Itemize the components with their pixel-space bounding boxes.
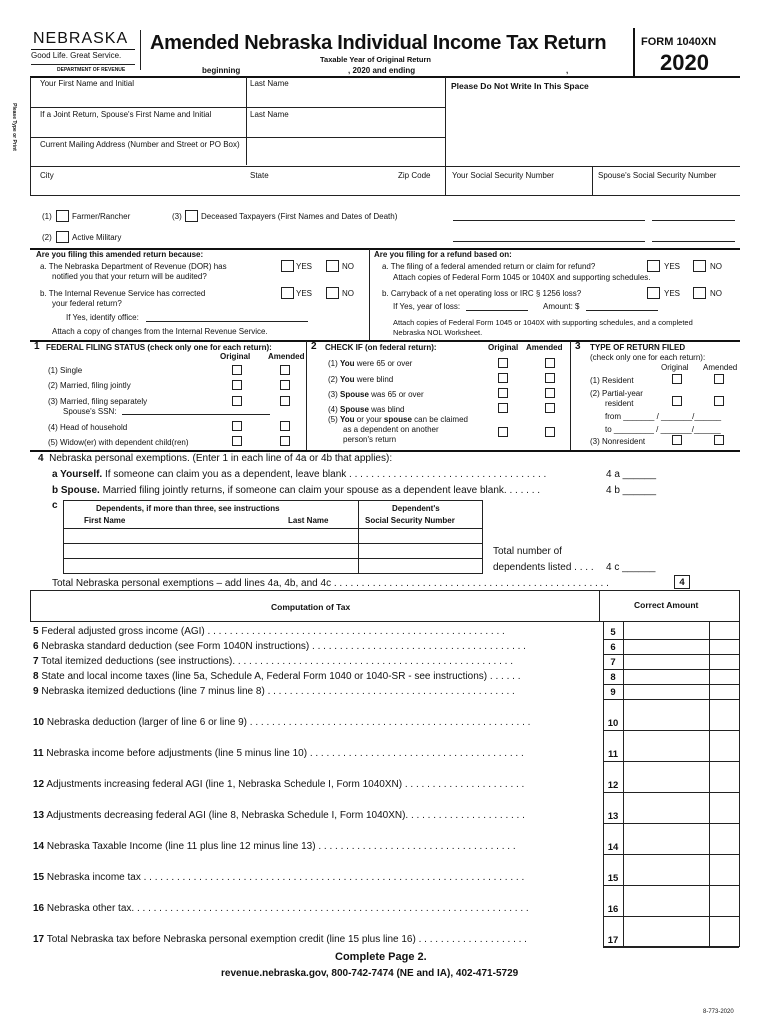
line-box-label-12: 12 (607, 780, 619, 791)
line-box-label-13: 13 (607, 811, 619, 822)
last-name-input[interactable] (250, 90, 444, 106)
farmer-checkbox[interactable] (56, 210, 69, 222)
widow-amended-checkbox[interactable] (280, 436, 290, 446)
you-blind-amended-checkbox[interactable] (545, 373, 555, 383)
line-description: Adjustments decreasing federal AGI (line 8, Nebraska Schedule I, Form 1040XN). . . . . . . . . . . . . . . . . . . . . . (46, 810, 525, 821)
check-if-heading: CHECK IF (on federal return): (325, 343, 437, 352)
computation-header: Computation of Tax Correct Amount (30, 590, 740, 622)
filing-status-heading: FEDERAL FILING STATUS (check only one for each return): (46, 343, 272, 352)
amend-b-no-checkbox[interactable] (326, 287, 339, 299)
refund-b-yes-checkbox[interactable] (647, 287, 660, 299)
nonresident-amended-checkbox[interactable] (714, 435, 724, 445)
line-description: Nebraska income before adjustments (line 5 minus line 10) . . . . . . . . . . . . . . . . . . . . . . . . . . . . . . . . . . . . . . . (46, 748, 524, 759)
hoh-original-checkbox[interactable] (232, 421, 242, 431)
line-number: 8 (33, 671, 39, 682)
logo-wordmark: NEBRASKA (33, 30, 129, 47)
widow-original-checkbox[interactable] (232, 436, 242, 446)
line-box-label-16: 16 (607, 904, 619, 915)
mfj-original-checkbox[interactable] (232, 380, 242, 390)
line-description: Nebraska income tax . . . . . . . . . . . . . . . . . . . . . . . . . . . . . . . . . . . . . . . . . . . . . . . . . . . . . . . . . . . . . . . . . . . . . (46, 872, 525, 883)
line-description: Adjustments increasing federal AGI (line 1, Nebraska Schedule I, Form 1040XN) . . . . . . . . . . . . . . . . . . . . . . (46, 779, 525, 790)
computation-line-11 (33, 748, 593, 760)
contact-info: revenue.nebraska.gov, 800-742-7474 (NE and IA), 402-471-5729 (221, 968, 519, 979)
line-box-label-8: 8 (610, 672, 616, 683)
ending-label: , 2020 and ending (348, 66, 416, 75)
refund-b-no-checkbox[interactable] (693, 287, 706, 299)
line-number: 16 (33, 903, 45, 914)
spouse-65-original-checkbox[interactable] (498, 388, 508, 398)
taxable-year-label: Taxable Year of Original Return (320, 55, 432, 64)
line-number: 15 (33, 872, 45, 883)
line-box-label-6: 6 (610, 642, 616, 653)
ssn-label: Your Social Security Number (452, 171, 554, 180)
line-description: State and local income taxes (line 5a, Schedule A, Federal Form 1040 or 1040-SR - see instructions) . . . . . . (41, 671, 521, 682)
partial-original-checkbox[interactable] (672, 396, 682, 406)
form-year: 2020 (660, 50, 709, 75)
line-4c-ref: 4 c ______ (606, 562, 656, 573)
line-number: 9 (33, 686, 39, 697)
amend-reason-heading: Are you filing this amended return because: (36, 250, 204, 259)
dependent-2-name-input[interactable] (66, 545, 358, 558)
spouse-last-name-label: Last Name (250, 110, 289, 119)
line-box-label-11: 11 (607, 749, 619, 760)
computation-line-17 (33, 934, 593, 946)
computation-line-10 (33, 717, 593, 729)
farmer-label: Farmer/Rancher (72, 212, 131, 221)
line-12-amount-input[interactable] (626, 779, 710, 793)
line-description: Total Nebraska tax before Nebraska personal exemption credit (line 15 plus line 16) . . . . . . . . . . . . . . . . . . . . (46, 934, 527, 945)
line-16-amount-input[interactable] (626, 903, 710, 917)
computation-line-15 (33, 872, 593, 884)
first-name-input[interactable] (36, 90, 245, 106)
beginning-label: beginning (202, 66, 241, 75)
line-number: 12 (33, 779, 45, 790)
dependent-amended-checkbox[interactable] (545, 427, 555, 437)
line-description: Nebraska deduction (larger of line 6 or line 9) . . . . . . . . . . . . . . . . . . . . . . . . . . . . . . . . . . . . . . . . . . . . . . . . . . . (46, 717, 531, 728)
line-box-label-10: 10 (607, 718, 619, 729)
line-17-amount-input[interactable] (626, 934, 710, 948)
single-amended-checkbox[interactable] (280, 365, 290, 375)
computation-line-6 (33, 641, 593, 653)
amend-a-yes-checkbox[interactable] (281, 260, 294, 272)
line-10-amount-input[interactable] (626, 717, 710, 731)
form-title: Amended Nebraska Individual Income Tax Return (150, 32, 607, 54)
computation-line-16 (33, 903, 593, 915)
dependent-original-checkbox[interactable] (498, 427, 508, 437)
mfs-amended-checkbox[interactable] (280, 396, 290, 406)
line-6-amount-input[interactable] (626, 641, 710, 655)
amend-b-yes-checkbox[interactable] (281, 287, 294, 299)
line-box-label-7: 7 (610, 657, 616, 668)
line-description: Nebraska itemized deductions (line 7 minus line 8) . . . . . . . . . . . . . . . . . . . . . . . . . . . . . . . . . . . . . . . . . . . . . (41, 686, 515, 697)
line-description: Federal adjusted gross income (AGI) . . . . . . . . . . . . . . . . . . . . . . . . . . . . . . . . . . . . . . . . . . . . . . . . . . . . . . (41, 626, 505, 637)
first-name-label: Your First Name and Initial (40, 79, 134, 88)
line-4-box: 4 (674, 575, 690, 589)
dependent-1-name-input[interactable] (66, 530, 358, 543)
line-box-label-17: 17 (607, 935, 619, 946)
line-number: 13 (33, 810, 45, 821)
line-description: Nebraska standard deduction (see Form 1040N instructions) . . . . . . . . . . . . . . . . . . . . . . . . . . . . . . . . . . . . . . . (41, 641, 526, 652)
form-id: FORM 1040XN (641, 36, 717, 48)
no-write-label: Please Do Not Write In This Space (451, 81, 589, 91)
spouse-65-amended-checkbox[interactable] (545, 388, 555, 398)
zip-label: Zip Code (398, 171, 431, 180)
line-9-amount-input[interactable] (626, 686, 710, 700)
line-number: 7 (33, 656, 39, 667)
computation-line-7 (33, 656, 593, 668)
last-name-label: Last Name (250, 79, 289, 88)
dependent-1-ssn-input[interactable] (362, 530, 482, 543)
line-number: 14 (33, 841, 45, 852)
you-blind-original-checkbox[interactable] (498, 373, 508, 383)
partial-amended-checkbox[interactable] (714, 396, 724, 406)
line-4a-ref: 4 a ______ (606, 469, 657, 480)
deceased-checkbox[interactable] (185, 210, 198, 222)
line-box-label-9: 9 (610, 687, 616, 698)
resident-amended-checkbox[interactable] (714, 374, 724, 384)
side-label: Please Type or Print (10, 103, 17, 151)
hoh-amended-checkbox[interactable] (280, 421, 290, 431)
line-description: Nebraska Taxable Income (line 11 plus line 12 minus line 13) . . . . . . . . . . . . . . . . . . . . . . . . . . . . . . . . . . . . (46, 841, 516, 852)
amend-a-no-checkbox[interactable] (326, 260, 339, 272)
state-label: State (250, 171, 269, 180)
spouse-name-label: If a Joint Return, Spouse's First Name and Initial (40, 110, 212, 119)
line-7-amount-input[interactable] (626, 656, 710, 670)
spouse-blind-amended-checkbox[interactable] (545, 403, 555, 413)
nonresident-original-checkbox[interactable] (672, 435, 682, 445)
line-5-amount-input[interactable] (626, 626, 710, 640)
resident-original-checkbox[interactable] (672, 374, 682, 384)
military-checkbox[interactable] (56, 231, 69, 243)
line-number: 5 (33, 626, 39, 637)
line-description: Nebraska other tax. . . . . . . . . . . . . . . . . . . . . . . . . . . . . . . . . . . . . . . . . . . . . . . . . . . . . . . . . . . . . . . . . . . . . . . . (46, 903, 529, 914)
computation-line-12 (33, 779, 593, 791)
logo-department: DEPARTMENT OF REVENUE (57, 67, 126, 73)
spouse-blind-original-checkbox[interactable] (498, 403, 508, 413)
mfj-amended-checkbox[interactable] (280, 380, 290, 390)
spouse-ssn-label: Spouse's Social Security Number (598, 171, 717, 180)
you-65-original-checkbox[interactable] (498, 358, 508, 368)
complete-page-2: Complete Page 2. (335, 951, 427, 963)
refund-reason-heading: Are you filing for a refund based on: (374, 250, 512, 259)
line-15-amount-input[interactable] (626, 872, 710, 886)
computation-line-8 (33, 671, 593, 683)
line-13-amount-input[interactable] (626, 810, 710, 824)
line-box-label-14: 14 (607, 842, 619, 853)
line-number: 6 (33, 641, 39, 652)
city-label: City (40, 171, 54, 180)
computation-line-9 (33, 686, 593, 698)
mfs-original-checkbox[interactable] (232, 396, 242, 406)
computation-line-13 (33, 810, 593, 822)
line-number: 10 (33, 717, 45, 728)
exemptions-heading: Nebraska personal exemptions. (Enter 1 in each line of 4a or 4b that applies): (49, 453, 393, 464)
logo-tagline: Good Life. Great Service. (31, 51, 122, 60)
line-box-label-15: 15 (607, 873, 619, 884)
dependents-table: Dependents, if more than three, see instructions First Name Last Name Dependent's Social Security Number (63, 500, 483, 574)
return-type-heading: TYPE OF RETURN FILED (590, 343, 686, 352)
dependent-3-ssn-input[interactable] (362, 560, 482, 573)
dependent-3-name-input[interactable] (66, 560, 358, 573)
nebraska-logo (31, 30, 135, 76)
form-code: 8-773-2020 (703, 1009, 734, 1015)
line-4b-ref: 4 b ______ (606, 485, 657, 496)
military-label: Active Military (72, 233, 122, 242)
line-number: 17 (33, 934, 45, 945)
refund-a-no-checkbox[interactable] (693, 260, 706, 272)
you-65-amended-checkbox[interactable] (545, 358, 555, 368)
line-11-amount-input[interactable] (626, 748, 710, 762)
single-original-checkbox[interactable] (232, 365, 242, 375)
deceased-label: Deceased Taxpayers (First Names and Dates of Death) (201, 212, 398, 221)
line-description: Total itemized deductions (see instructions). . . . . . . . . . . . . . . . . . . . . . . . . . . . . . . . . . . . . . . . . . . . . . . . . . . (41, 656, 513, 667)
refund-a-yes-checkbox[interactable] (647, 260, 660, 272)
computation-line-14 (33, 841, 593, 853)
line-box-label-5: 5 (610, 627, 616, 638)
line-8-amount-input[interactable] (626, 671, 710, 685)
dependent-2-ssn-input[interactable] (362, 545, 482, 558)
computation-line-5 (33, 626, 593, 638)
address-label: Current Mailing Address (Number and Street or PO Box) (40, 140, 240, 149)
line-14-amount-input[interactable] (626, 841, 710, 855)
line-number: 11 (33, 748, 44, 759)
